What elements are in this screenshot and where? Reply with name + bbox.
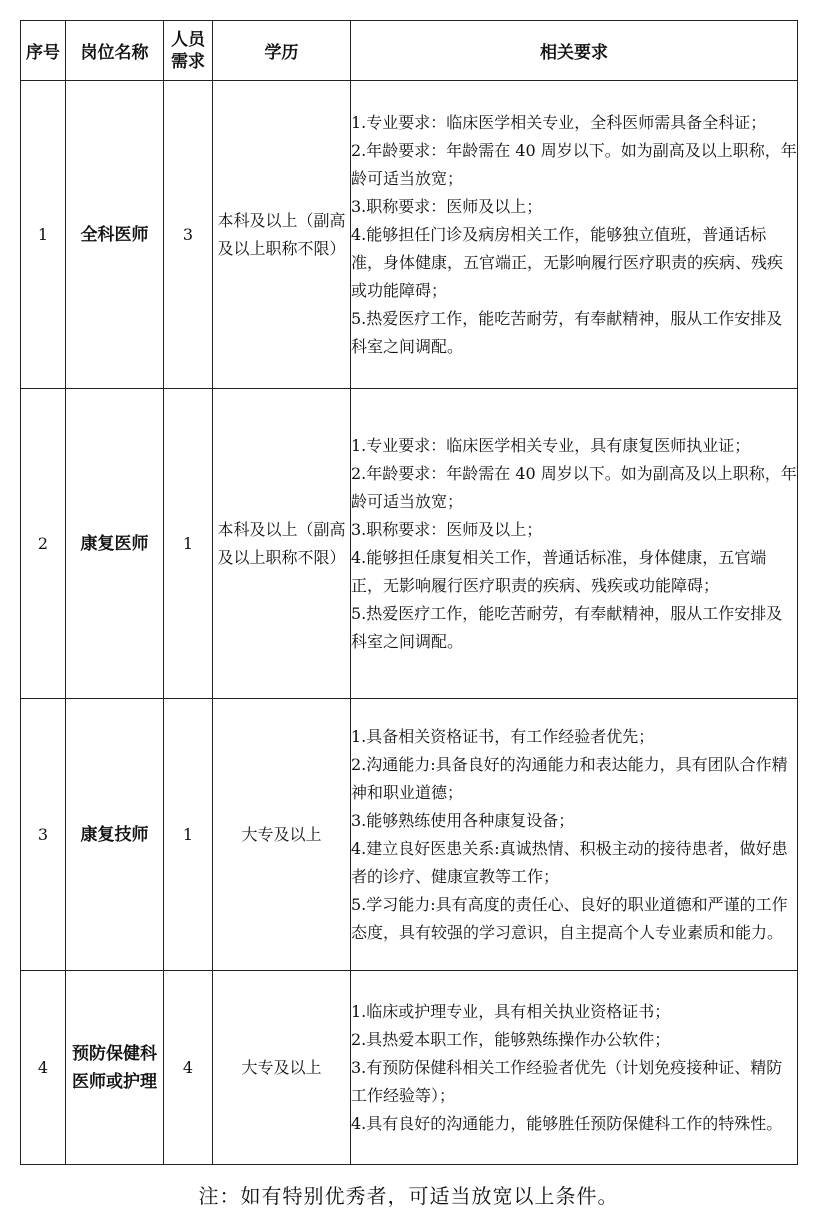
row-position: 全科医师: [66, 81, 164, 389]
requirement-item: 3.能够熟练使用各种康复设备；: [351, 810, 575, 830]
requirement-item: 4.建立良好医患关系:真诚热情、积极主动的接待患者，做好患者的诊疗、健康宣教等工作；: [351, 838, 788, 886]
requirement-item: 5.学习能力:具有高度的责任心、良好的职业道德和严谨的工作态度，具有较强的学习意识，自主提高个人专业素质和能力。: [351, 894, 788, 942]
header-count-line2: 需求: [171, 51, 205, 72]
requirement-item: 4.能够担任门诊及病房相关工作，能够独立值班，普通话标准，身体健康，五官端正，无影响履行医疗职责的疾病、残疾或功能障碍；: [351, 224, 784, 300]
header-count: [164, 21, 213, 81]
requirement-item: 2.年龄要求：年龄需在 40 周岁以下。如为副高及以上职称，年龄可适当放宽；: [351, 140, 797, 188]
row-seq: 3: [21, 699, 66, 971]
requirement-item: 1.临床或护理专业，具有相关执业资格证书；: [351, 1001, 671, 1021]
row-education: 大专及以上: [213, 699, 351, 971]
row-education: 本科及以上（副高及以上职称不限）: [213, 389, 351, 699]
header-education: 学历: [213, 21, 351, 81]
table-row: [21, 971, 798, 1165]
table-row: [21, 699, 798, 971]
requirement-item: 2.具热爱本职工作，能够熟练操作办公软件；: [351, 1029, 671, 1049]
header-position: 岗位名称: [66, 21, 164, 81]
row-count: 3: [164, 81, 213, 389]
row-seq: 4: [21, 971, 66, 1165]
requirement-item: 2.年龄要求：年龄需在 40 周岁以下。如为副高及以上职称，年龄可适当放宽；: [351, 463, 797, 511]
row-requirements: [351, 971, 798, 1165]
header-requirements: 相关要求: [351, 21, 798, 81]
table-row: [21, 389, 798, 699]
row-requirements: [351, 699, 798, 971]
row-education: 本科及以上（副高及以上职称不限）: [213, 81, 351, 389]
row-seq: 2: [21, 389, 66, 699]
row-requirements: [351, 81, 798, 389]
footnote: 注：如有特别优秀者，可适当放宽以上条件。: [198, 1184, 619, 1208]
requirement-item: 1.专业要求：临床医学相关专业，全科医师需具备全科证；: [351, 112, 767, 132]
requirement-item: 3.职称要求：医师及以上；: [351, 196, 543, 216]
row-count: 4: [164, 971, 213, 1165]
row-education: 大专及以上: [213, 971, 351, 1165]
row-count: 1: [164, 389, 213, 699]
header-seq: 序号: [21, 21, 66, 81]
row-seq: 1: [21, 81, 66, 389]
table-row: [21, 81, 798, 389]
header-count-line1: 人员: [171, 29, 205, 50]
requirement-item: 3.职称要求：医师及以上；: [351, 519, 543, 539]
requirement-item: 3.有预防保健科相关工作经验者优先（计划免疫接种证、精防工作经验等）；: [351, 1057, 783, 1105]
row-position: 康复技师: [66, 699, 164, 971]
row-position: 预防保健科医师或护理: [66, 971, 164, 1165]
row-position: 康复医师: [66, 389, 164, 699]
row-requirements: [351, 389, 798, 699]
requirement-item: 5.热爱医疗工作，能吃苦耐劳，有奉献精神，服从工作安排及科室之间调配。: [351, 308, 783, 356]
row-count: 1: [164, 699, 213, 971]
requirement-item: 4.能够担任康复相关工作，普通话标准，身体健康，五官端正，无影响履行医疗职责的疾病、残疾或功能障碍；: [351, 547, 767, 595]
recruitment-table: [20, 20, 798, 1165]
header-row: [21, 21, 798, 81]
requirement-item: 5.热爱医疗工作，能吃苦耐劳，有奉献精神，服从工作安排及科室之间调配。: [351, 603, 783, 651]
requirement-item: 2.沟通能力:具备良好的沟通能力和表达能力，具有团队合作精神和职业道德；: [351, 754, 788, 802]
requirement-item: 1.具备相关资格证书，有工作经验者优先；: [351, 726, 655, 746]
requirement-item: 1.专业要求：临床医学相关专业，具有康复医师执业证；: [351, 435, 751, 455]
requirement-item: 4.具有良好的沟通能力，能够胜任预防保健科工作的特殊性。: [351, 1113, 783, 1133]
